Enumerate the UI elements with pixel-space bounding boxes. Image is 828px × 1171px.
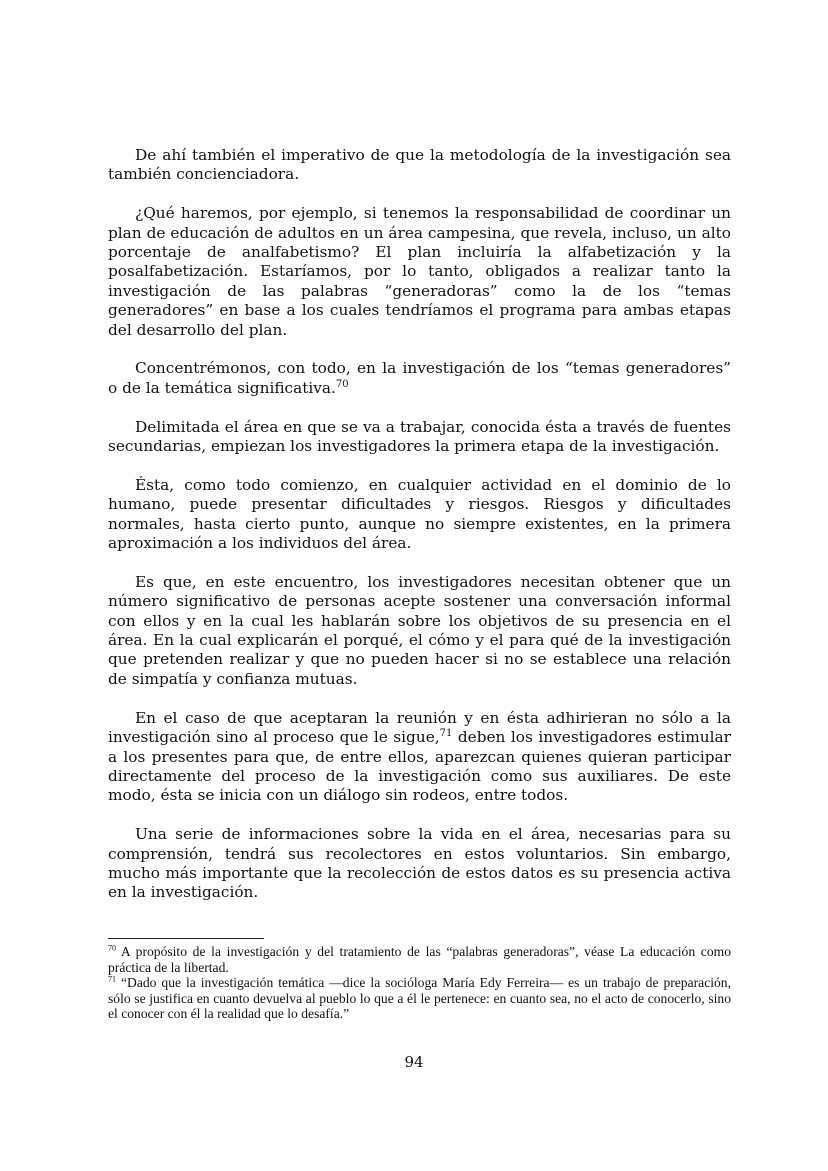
paragraph: Delimitada el área en que se va a trabajar, conocida ésta a través de fuentes secundarias, empiezan los investigadores la primera etapa de la investigación. [108, 417, 731, 456]
paragraph: Es que, en este encuentro, los investigadores necesitan obtener que un número significativo de personas acepte sostener una conversación informal con ellos y en la cual les hablarán sobre los objetivos de su presencia en el área. En la cual explicarán el porqué, el cómo y el para qué de la investigación que pretenden realizar y que no pueden hacer si no se establece una relación de simpatía y confianza mutuas. [108, 572, 731, 688]
footnote-ref[interactable]: 70 [335, 378, 349, 390]
paragraph-text: deben los investigadores estimular a los presentes para que, de entre ellos, aparezcan quienes quieran participar directamente del proceso de la investigación como sus auxiliares. De este modo, ésta se inicia con un diálogo sin rodeos, entre todos. [108, 728, 731, 805]
paragraph: Ésta, como todo comienzo, en cualquier actividad en el dominio de lo humano, puede presentar dificultades y riesgos. Riesgos y dificultades normales, hasta cierto punto, aunque no siempre existentes, en la primera aproximación a los individuos del área. [108, 475, 731, 553]
footnote [108, 944, 731, 975]
footnote-ref[interactable]: 71 [439, 728, 453, 739]
footnote-text: “Dado que la investigación temática —dice la socióloga María Edy Ferreira— es un trabajo de preparación, sólo se justifica en cuanto devuelva al pueblo lo que a él le pertenece: en cuanto sea, no el acto de conocerlo, sino el conocer con él la realidad que lo desafía.” [108, 975, 731, 1022]
footnotes [108, 944, 731, 1022]
paragraph: Una serie de informaciones sobre la vida en el área, necesarias para su comprensión, tendrá sus recolectores en estos voluntarios. Sin embargo, mucho más importante que la recolección de estos datos es su presencia activa en la investigación. [108, 825, 731, 902]
paragraph [108, 709, 731, 806]
page-number: 94 [404, 1053, 424, 1071]
paragraph: ¿Qué haremos, por ejemplo, si tenemos la responsabilidad de coordinar un plan de educación de adultos en un área campesina, que revela, incluso, un alto porcentaje de analfabetismo? El plan incluiría la alfabetización y la posalfabetización. Estaríamos, por lo tanto, obligados a realizar tanto la investigación de las palabras “generadoras” como la de los “temas generadores” en base a los cuales tendríamos el programa para ambas etapas del desarrollo del plan. [108, 204, 731, 339]
footnote-divider [108, 938, 264, 939]
body-text [108, 146, 731, 922]
footnote-text: A propósito de la investigación y del tratamiento de las “palabras generadoras”, véase La educación como práctica de la libertad. [108, 944, 731, 975]
paragraph: De ahí también el imperativo de que la metodología de la investigación sea también concienciadora. [108, 146, 731, 184]
paragraph [108, 359, 731, 398]
footnote-number: 70 [108, 943, 116, 953]
paragraph-text: Concentrémonos, con todo, en la investigación de los “temas generadores” o de la temática significativa. [108, 359, 731, 397]
footnote-number: 71 [108, 974, 116, 984]
paragraph-text: En el caso de que aceptaran la reunión y en ésta adhirieran no sólo a la investigación sino al proceso que le sigue, [108, 708, 731, 747]
footnote [108, 975, 731, 1022]
